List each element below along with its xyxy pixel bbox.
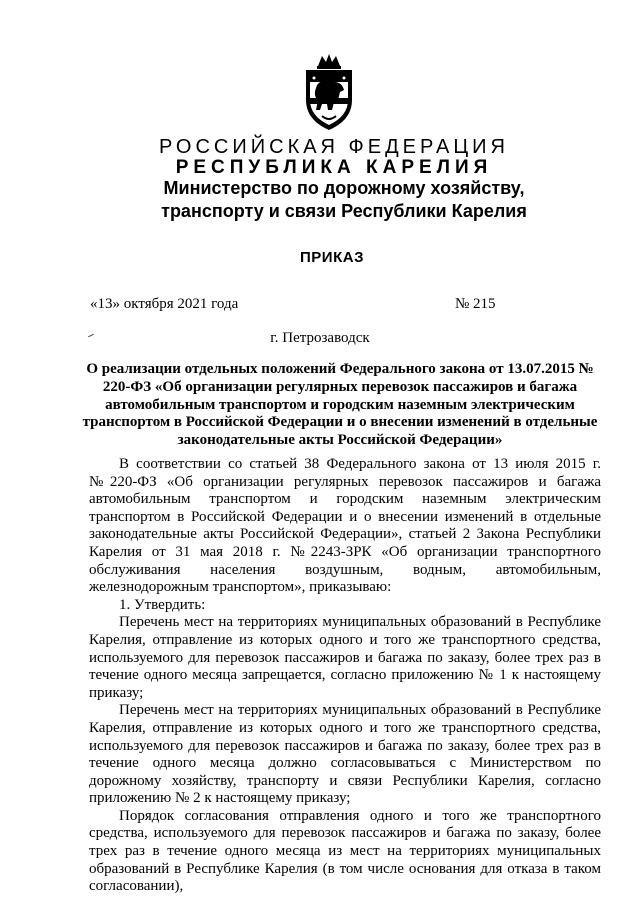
body-paragraph-3: Перечень мест на территориях муниципальных образований в Республике Карелия, отправление из которых одного и того же транспортного средства, используемого для перевозок пассажиров и багажа по заказу, более трех раз в течение одного месяца запрещается, согласно приложению № 1 к настоящему приказу; <box>89 614 601 701</box>
order-number: № 215 <box>455 296 496 312</box>
body-paragraph-5: Порядок согласования отправления одного и того же транспортного средства, используемого для перевозок пассажиров и багажа по заказу, более трех раз в течение одного месяца из мест на территориях муниципальных образований в Республике Карелия (в том числе основания для отказа в таком согласовании), <box>89 807 601 895</box>
coat-of-arms-emblem <box>300 52 358 132</box>
order-date: «13» октября 2021 года <box>90 296 239 312</box>
republic-heading: РЕСПУБЛИКА КАРЕЛИЯ <box>175 157 493 178</box>
order-body <box>89 456 601 896</box>
document-type-title: ПРИКАЗ <box>300 249 364 266</box>
order-title: О реализации отдельных положений Федерального закона от 13.07.2015 № 220-ФЗ «Об организации регулярных перевозок пассажиров и багажа автомобильным транспортом и городским наземным электрическим транспортом в Российской Федерации и о внесении изменений в отдельные законодательные акты Российской Федерации» <box>82 361 598 449</box>
body-paragraph-2: 1. Утвердить: <box>119 596 206 613</box>
order-city: г. Петрозаводск <box>270 330 370 346</box>
body-paragraph-1: В соответствии со статьей 38 Федерального закона от 13 июля 2015 г. №220-ФЗ «Об организации регулярных перевозок пассажиров и багажа автомобильным транспортом и городским наземным электрическим транспортом в Российской Федерации и о внесении изменений в отдельные законодательные акты Российской Федерации», статьей 2 Закона Республики Карелия от 31 мая 2018 г. №2243-ЗРК «Об организации транспортного обслуживания населения воздушным, водным, автомобильным, железнодорожным транспортом», приказываю: <box>89 456 601 596</box>
body-paragraph-4: Перечень мест на территориях муниципальных образований в Республике Карелия, отправление из которых одного и того же транспортного средства, используемого для перевозок пассажиров и багажа по заказу, более трех раз в течение одного месяца должно согласовываться с Министерством по дорожному хозяйству, транспорту и связи Республики Карелия, согласно приложению № 2 к настоящему приказу; <box>89 702 601 807</box>
ministry-name-line1: Министерство по дорожному хозяйству, <box>163 178 525 198</box>
country-heading: РОССИЙСКАЯ ФЕДЕРАЦИЯ <box>159 136 509 158</box>
ministry-name-line2: транспорту и связи Республики Карелия <box>161 201 527 221</box>
